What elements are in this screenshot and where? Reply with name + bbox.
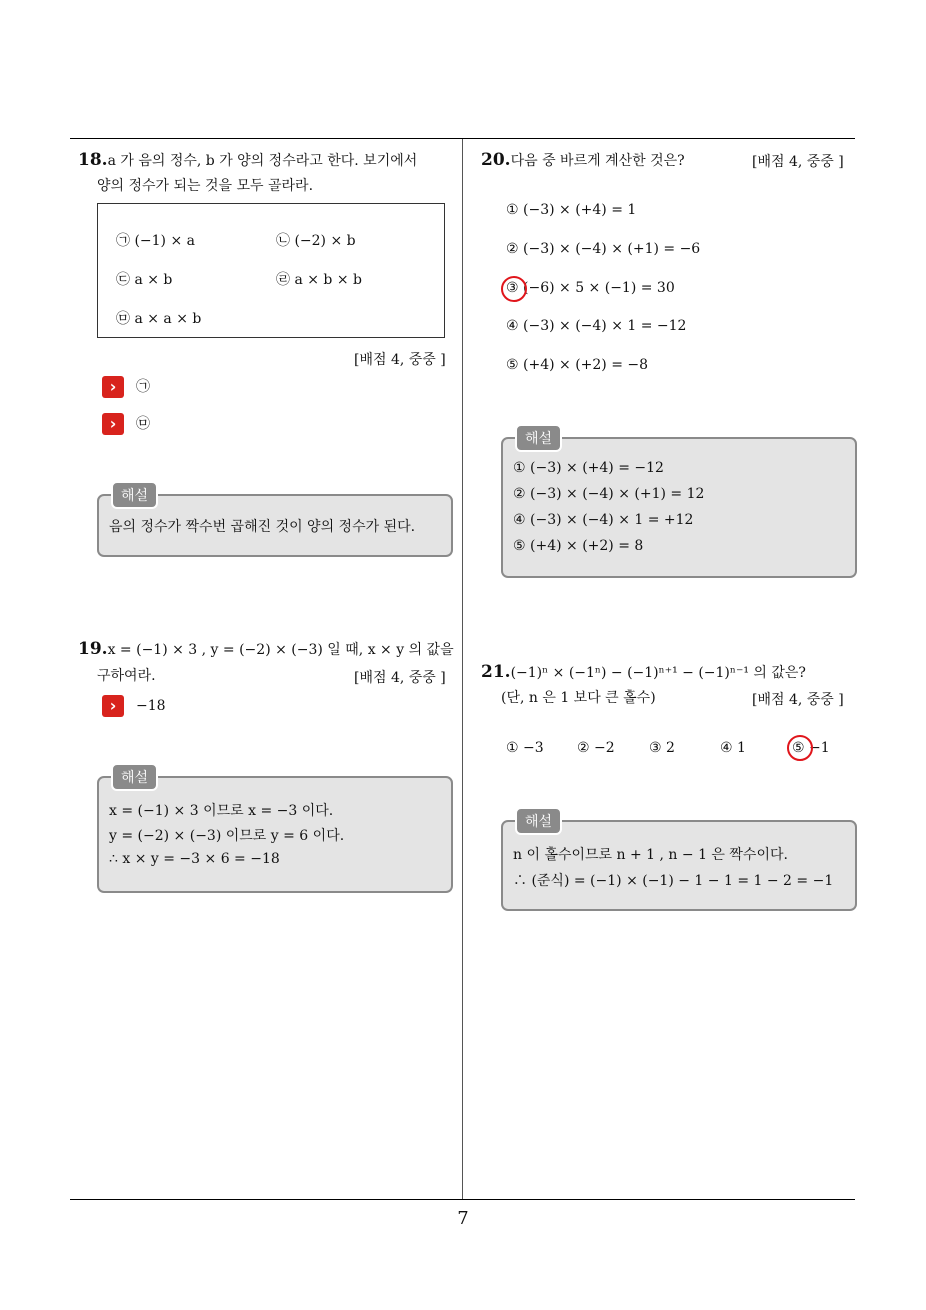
question-19-score: [배점 4, 중중 ] [354,670,446,686]
question-21-line1 [481,659,806,686]
option-item: ④ (−3) × (−4) × 1 = −12 [506,318,687,334]
option-item: ① −3 [506,740,544,756]
explanation-line: ∴ (준식) = (−1) × (−1) − 1 − 1 = 1 − 2 = −1 [513,873,834,889]
question-21-number: 21. [481,662,511,682]
answer-text: −18 [136,698,166,714]
question-19-text: x = (−1) × 3 , y = (−2) × (−3) 일 때, x × y 의 값을 [107,642,454,658]
question-19-number: 19. [78,639,108,659]
question-18-answer-2 [102,413,150,435]
question-20-text: 다음 중 바르게 계산한 것은? [510,153,685,169]
column-divider [462,139,463,1200]
choice-item: ㉠ (−1) × a [116,233,195,249]
question-19-answer [102,695,166,717]
option-item: ② −2 [577,740,615,756]
choice-item: ㉤ a × a × b [116,311,202,327]
explanation-tag: 해설 [111,481,158,509]
question-20-explanation [501,431,857,578]
bottom-rule [70,1199,855,1200]
option-item: ⑤ (+4) × (+2) = −8 [506,357,649,373]
question-18-line2: 양의 정수가 되는 것을 모두 골라라. [97,178,314,194]
option-item: ③ 2 [649,740,675,756]
question-18-choices-box [97,203,445,338]
option-item: ① (−3) × (+4) = 1 [506,202,637,218]
explanation-line: ⑤ (+4) × (+2) = 8 [513,538,644,554]
option-item: ② (−3) × (−4) × (+1) = −6 [506,241,701,257]
question-20-score: [배점 4, 중중 ] [752,154,844,170]
question-18-score: [배점 4, 중중 ] [354,352,446,368]
choice-item: ㉢ a × b [116,272,173,288]
selected-answer-circle-icon [501,276,527,302]
explanation-line: 음의 정수가 짝수번 곱해진 것이 양의 정수가 된다. [109,519,416,535]
choice-item: ㉣ a × b × b [276,272,362,288]
question-21-text: (−1)ⁿ × (−1ⁿ) − (−1)ⁿ⁺¹ − (−1)ⁿ⁻¹ 의 값은? [510,665,806,681]
answer-text: ㉠ [136,379,150,395]
arrow-right-icon: › [102,376,124,398]
question-18-number: 18. [78,150,108,170]
choice-item: ㉡ (−2) × b [276,233,356,249]
question-18-line1 [78,147,417,174]
question-20-line1 [481,147,685,174]
explanation-tag: 해설 [111,763,158,791]
explanation-tag: 해설 [515,424,562,452]
question-19-explanation [97,770,453,893]
explanation-tag: 해설 [515,807,562,835]
option-item: ④ 1 [720,740,746,756]
explanation-line: ① (−3) × (+4) = −12 [513,460,664,476]
option-item-selected: ③ (−6) × 5 × (−1) = 30 [506,280,675,296]
question-20-number: 20. [481,150,511,170]
explanation-line: ④ (−3) × (−4) × 1 = +12 [513,512,694,528]
arrow-right-icon: › [102,413,124,435]
question-21-line2: (단, n 은 1 보다 큰 홀수) [501,690,656,706]
question-21-explanation [501,814,857,911]
selected-answer-circle-icon [787,735,813,761]
question-18-explanation [97,488,453,557]
page-number: 7 [457,1208,469,1229]
question-18-text: a 가 음의 정수, b 가 양의 정수라고 한다. 보기에서 [107,153,418,169]
question-21-score: [배점 4, 중중 ] [752,692,844,708]
question-19-line1 [78,636,454,663]
option-item-selected: ⑤ −1 [792,740,830,756]
arrow-right-icon: › [102,695,124,717]
explanation-line: n 이 홀수이므로 n + 1 , n − 1 은 짝수이다. [513,847,788,863]
explanation-line: ② (−3) × (−4) × (+1) = 12 [513,486,705,502]
question-18-answer-1 [102,376,150,398]
explanation-line: ∴ x × y = −3 × 6 = −18 [109,851,280,867]
question-19-line2: 구하여라. [97,668,156,684]
explanation-line: y = (−2) × (−3) 이므로 y = 6 이다. [109,828,345,844]
answer-text: ㉤ [136,416,150,432]
explanation-line: x = (−1) × 3 이므로 x = −3 이다. [109,803,334,819]
